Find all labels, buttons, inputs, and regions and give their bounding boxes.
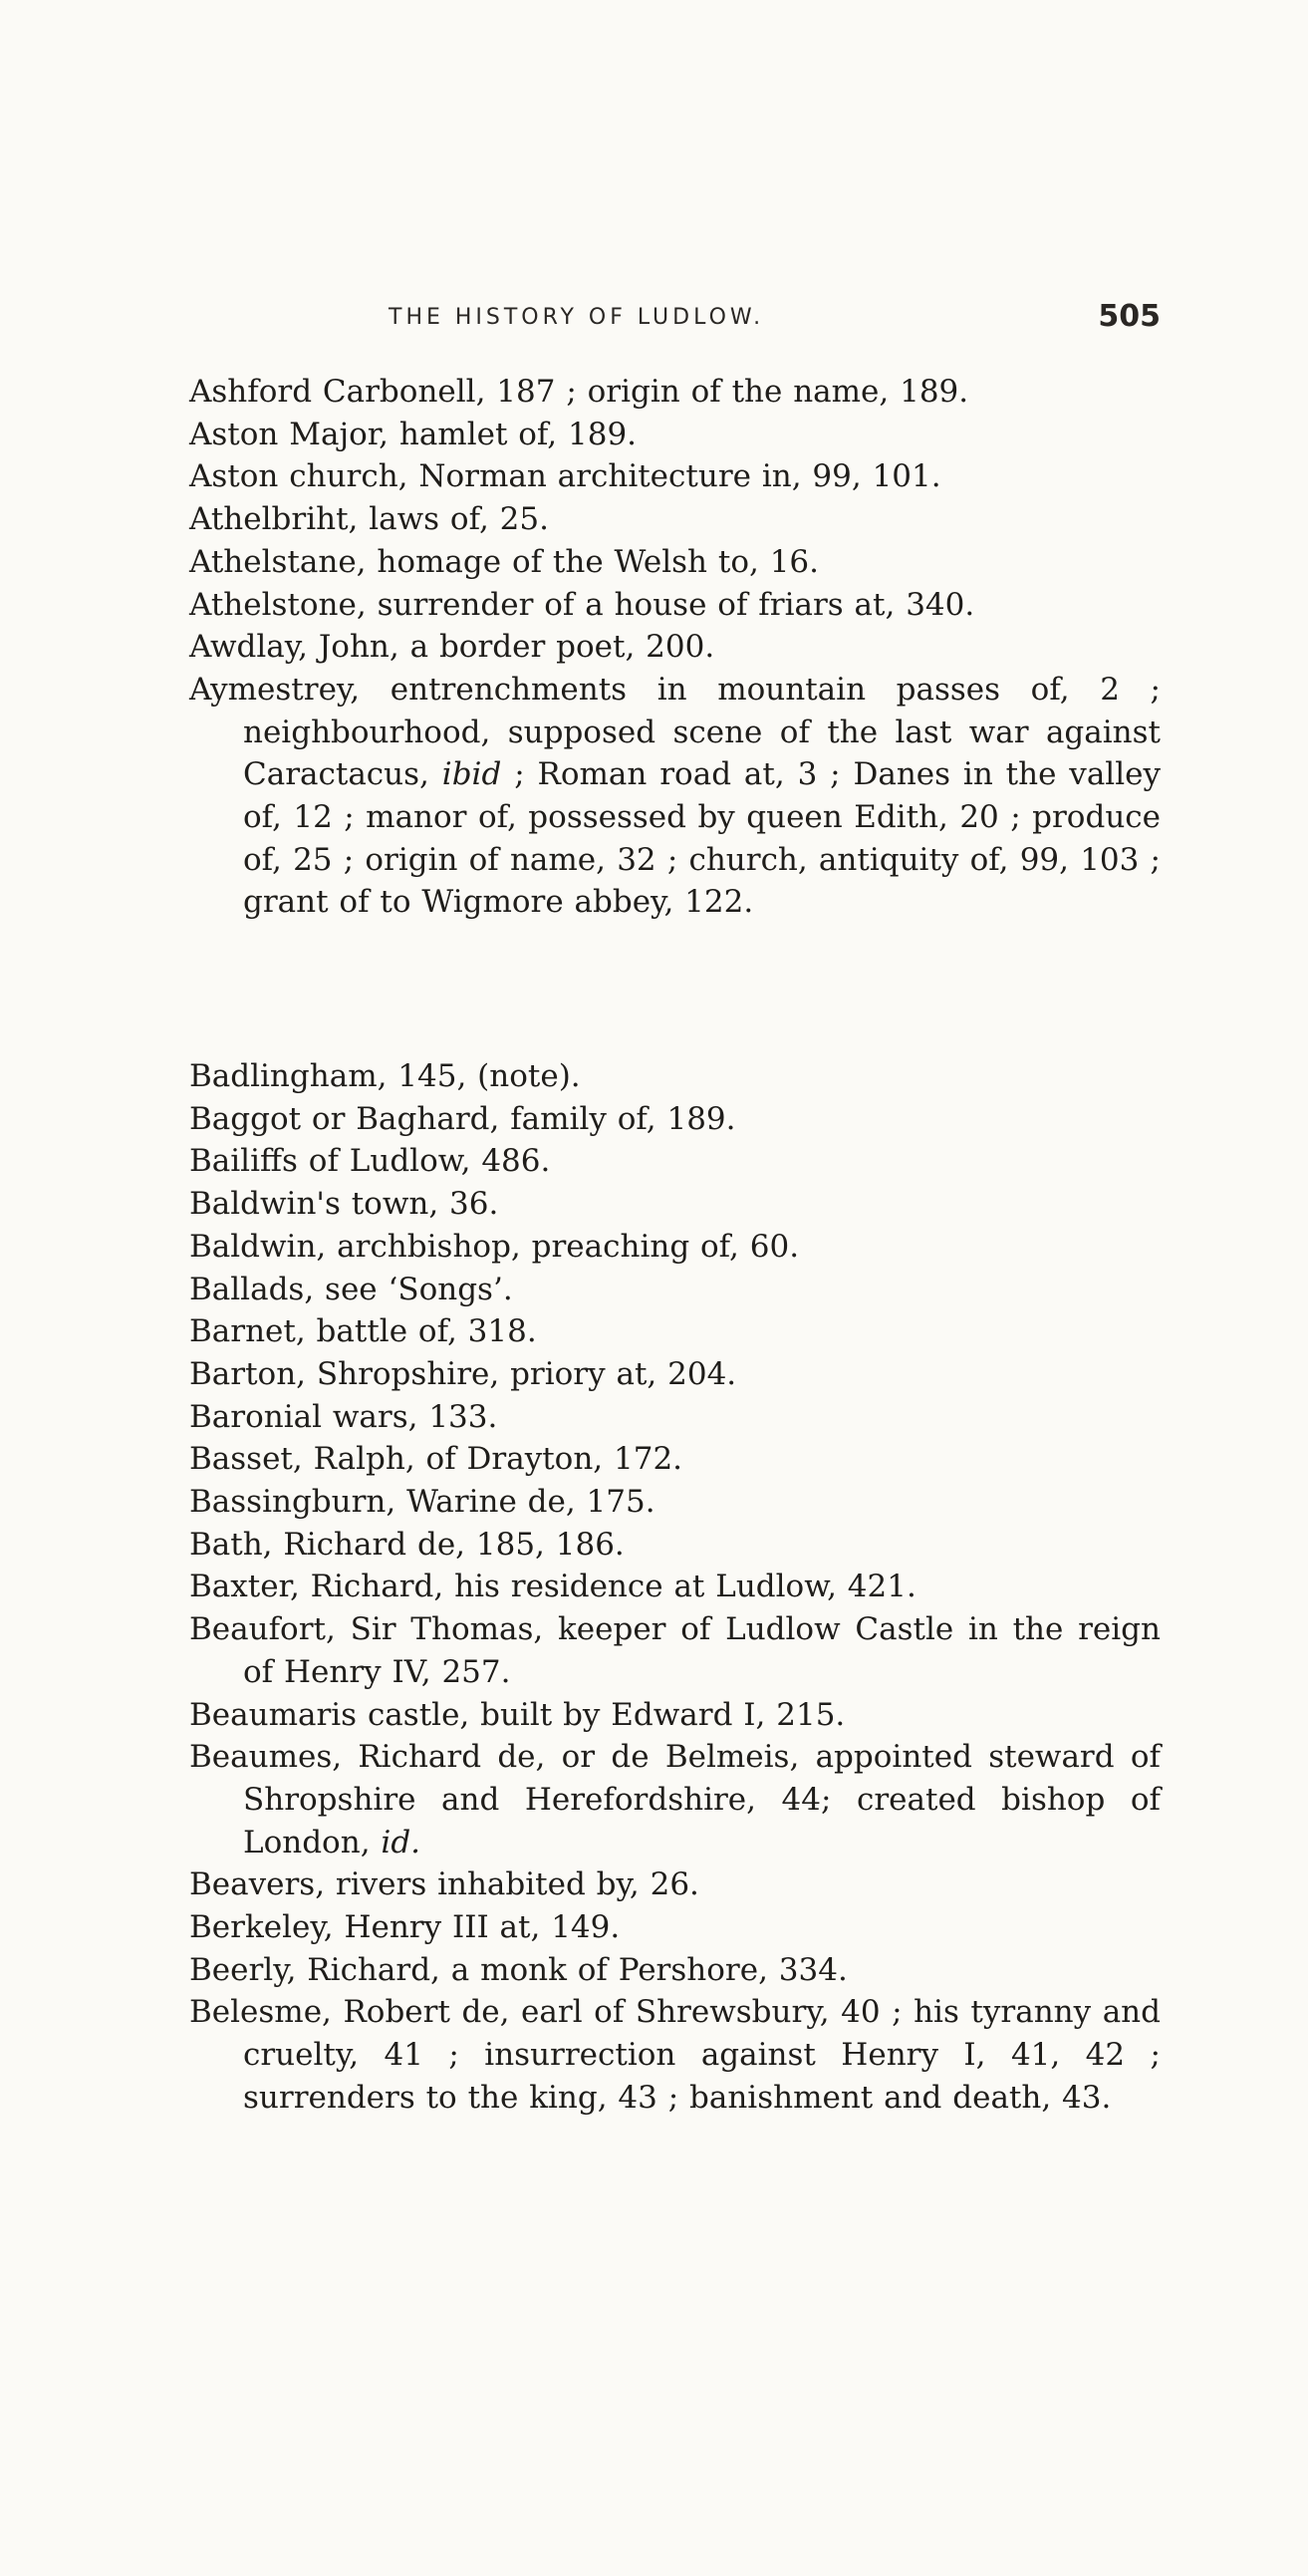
- index-entry: Athelstone, surrender of a house of friars at, 340.: [189, 586, 975, 623]
- index-entry-beaumes: [189, 1736, 1161, 1863]
- beaumes-id: id.: [381, 1824, 421, 1860]
- index-section-a: [189, 371, 1161, 924]
- index-entry: Beerly, Richard, a monk of Pershore, 334.: [189, 1951, 848, 1988]
- index-entry: Aston Major, hamlet of, 189.: [189, 416, 638, 452]
- index-entry: Ashford Carbonell, 187 ; origin of the name, 189.: [189, 374, 969, 410]
- index-entry: Beavers, rivers inhabited by, 26.: [189, 1866, 699, 1903]
- index-entry: Baronial wars, 133.: [189, 1398, 498, 1435]
- index-entry: Ballads, see ‘Songs’.: [189, 1271, 513, 1307]
- running-title: THE HISTORY OF LUDLOW.: [389, 305, 765, 330]
- index-entry: Baxter, Richard, his residence at Ludlow, 421.: [189, 1569, 916, 1605]
- index-entry: Belesme, Robert de, earl of Shrewsbury, 40 ; his tyranny and cruelty, 41 ; insurrection against Henry I, 41, 42 ; surrenders to the king, 43 ; banishment and death, 43.: [189, 1994, 1161, 2116]
- aymestrey-text-2: ; Roman road at, 3 ; Danes in the valley of, 12 ; manor of, possessed by queen Edith, 20 ; produce of, 25 ; origin of name, 32 ; church, antiquity of, 99, 103 ; grant of to Wigmore abbey, 122.: [243, 756, 1161, 921]
- index-entry-aymestrey: [189, 669, 1161, 924]
- index-entry: Beaumaris castle, built by Edward I, 215.: [189, 1696, 846, 1733]
- index-entry: Bassingburn, Warine de, 175.: [189, 1484, 655, 1521]
- index-entry: Berkeley, Henry III at, 149.: [189, 1909, 621, 1946]
- index-entry: Barton, Shropshire, priory at, 204.: [189, 1355, 737, 1392]
- index-entry: Baldwin, archbishop, preaching of, 60.: [189, 1228, 800, 1265]
- index-entry: Baldwin's town, 36.: [189, 1186, 499, 1223]
- index-entry: Badlingham, 145, (note).: [189, 1058, 581, 1094]
- page-number: 505: [1098, 299, 1161, 334]
- index-entry: Beaufort, Sir Thomas, keeper of Ludlow Castle in the reign of Henry IV, 257.: [189, 1611, 1161, 1690]
- running-head: [189, 299, 1161, 339]
- aymestrey-ibid: ibid: [441, 756, 502, 793]
- index-entry: Baggot or Baghard, family of, 189.: [189, 1100, 736, 1137]
- aymestrey-text-1: Aymestrey, entrenchments in mountain passes of, 2 ; neighbourhood, supposed scene of the last war against Caractacus,: [189, 671, 1161, 793]
- index-entry: Barnet, battle of, 318.: [189, 1313, 537, 1350]
- index-section-b: [189, 1055, 1161, 2120]
- index-entry: Athelstane, homage of the Welsh to, 16.: [189, 543, 820, 580]
- index-entry: Bailiffs of Ludlow, 486.: [189, 1143, 551, 1180]
- index-entry: Basset, Ralph, of Drayton, 172.: [189, 1441, 683, 1478]
- beaumes-text: Beaumes, Richard de, or de Belmeis, appointed steward of Shropshire and Herefordshire, 44; created bishop of London,: [189, 1739, 1161, 1860]
- index-entry: Awdlay, John, a border poet, 200.: [189, 629, 715, 666]
- index-entry: Athelbriht, laws of, 25.: [189, 501, 549, 538]
- index-entry: Bath, Richard de, 185, 186.: [189, 1526, 625, 1563]
- index-entry: Aston church, Norman architecture in, 99, 101.: [189, 458, 941, 495]
